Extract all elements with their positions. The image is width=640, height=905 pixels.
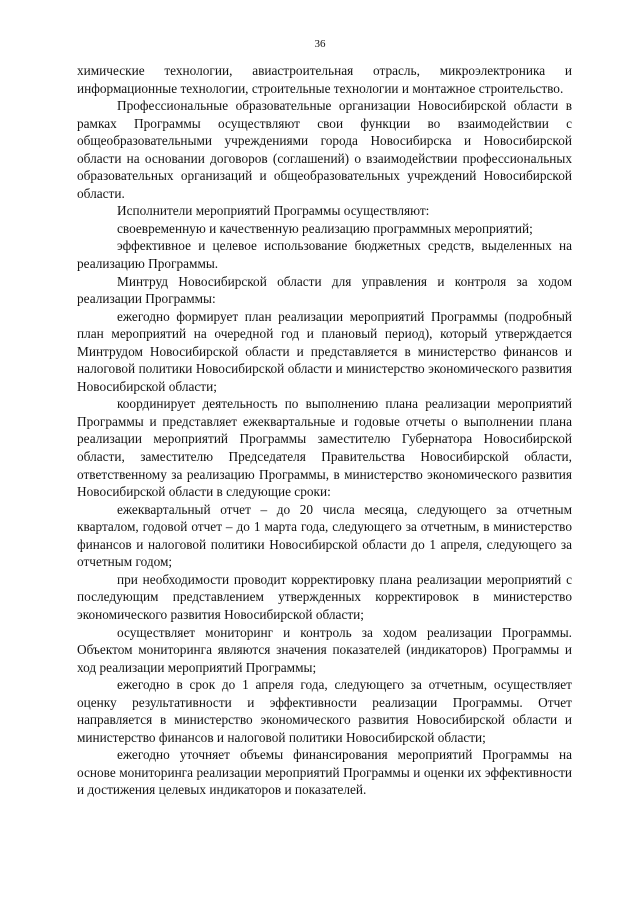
paragraph-3: Исполнители мероприятий Программы осуществляют: xyxy=(117,203,430,219)
paragraph-13: ежегодно уточняет объемы финансирования мероприятий Программы на основе мониторинга реализации мероприятий Программы и оценки их эффективности и достижения целевых индикаторов и показателей. xyxy=(77,747,572,798)
document-body xyxy=(77,62,572,799)
paragraph-9: ежеквартальный отчет – до 20 числа месяца, следующего за отчетным кварталом, годовой отчет – до 1 марта года, следующего за отчетным, в министерство финансов и налоговой политики Новосибирской области до 1 апреля, следующего за отчетным годом; xyxy=(77,501,572,570)
paragraph-10: при необходимости проводит корректировку плана реализации мероприятий с последующим представлением утвержденных корректировок в министерство экономического развития Новосибирской области; xyxy=(77,571,572,622)
page-number: 36 xyxy=(314,38,326,50)
paragraph-1: химические технологии, авиастроительная отрасль, микроэлектроника и информационные технологии, строительные технологии и монтажное строительство. xyxy=(77,63,572,96)
paragraph-4: своевременную и качественную реализацию программных мероприятий; xyxy=(117,220,533,236)
paragraph-6: Минтруд Новосибирской области для управления и контроля за ходом реализации Программы: xyxy=(77,273,572,307)
paragraph-11: осуществляет мониторинг и контроль за ходом реализации Программы. Объектом мониторинга являются значения показателей (индикаторов) Программы и ход реализации мероприятий Программы; xyxy=(77,624,572,675)
paragraph-8: координирует деятельность по выполнению плана реализации мероприятий Программы и представляет ежеквартальные и годовые отчеты о выполнении плана реализации мероприятий Программы заместителю Губернатора Новосибирской области, заместителю Председателя Правительства Новосибирской области, ответственному за реализацию Программы, в министерство экономического развития Новосибирской области в следующие сроки: xyxy=(77,396,572,500)
paragraph-12: ежегодно в срок до 1 апреля года, следующего за отчетным, осуществляет оценку результативности и эффективности реализации Программы. Отчет направляется в министерство экономического развития Новосибирской области и министерство финансов и налоговой политики Новосибирской области; xyxy=(77,677,572,745)
paragraph-2: Профессиональные образовательные организации Новосибирской области в рамках Программы осуществляют свои функции во взаимодействии с общеобразовательными учреждениями города Новосибирска и Новосибирской области на основании договоров (соглашений) о взаимодействии профессиональных образовательных организаций и общеобразовательных учреждений Новосибирской области. xyxy=(77,98,572,201)
paragraph-5: эффективное и целевое использование бюджетных средств, выделенных на реализацию Программы. xyxy=(77,238,572,272)
paragraph-7: ежегодно формирует план реализации мероприятий Программы (подробный план мероприятий на очередной год и плановый период), который утверждается Минтрудом Новосибирской области и представляется в министерство финансов и налоговой политики Новосибирской области и министерство экономического развития Новосибирской области; xyxy=(77,308,572,394)
